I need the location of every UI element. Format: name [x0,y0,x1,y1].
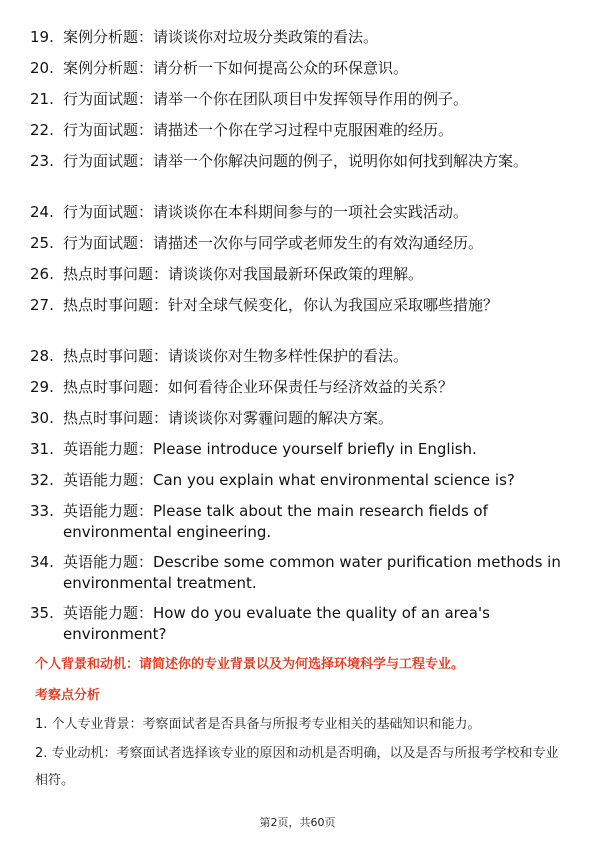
page-footer: 第2页，共60页 [259,816,336,829]
question-item [30,89,570,110]
question-number: 34. [30,553,54,571]
question-number: 19. [30,28,54,46]
analysis-point: 1. 个人专业背景：考察面试者是否具备与所报考专业相关的基础知识和能力。 [35,717,481,732]
question-item [30,470,570,491]
question-item [30,202,570,223]
question-number: 24. [30,203,54,221]
question-text: 英语能力题：How do you evaluate the quality of an area's environment? [63,604,490,643]
question-number: 22. [30,121,54,139]
question-text: 英语能力题：Please introduce yourself briefly in English. [63,440,477,458]
question-text: 行为面试题：请描述一个你在学习过程中克服困难的经历。 [63,121,454,139]
question-text: 行为面试题：请举一个你解决问题的例子，说明你如何找到解决方案。 [63,152,529,170]
question-number: 29. [30,378,54,396]
question-item [30,501,570,543]
highlighted-question: 个人背景和动机：请简述你的专业背景以及为何选择环境科学与工程专业。 [35,657,465,672]
question-item [30,346,570,367]
question-text: 热点时事问题：请谈谈你对我国最新环保政策的理解。 [63,265,424,283]
question-number: 30. [30,409,54,427]
question-text: 案例分析题：请谈谈你对垃圾分类政策的看法。 [63,28,379,46]
question-text: 英语能力题：Please talk about the main research fields of environmental engineering. [63,502,488,541]
question-number: 28. [30,347,54,365]
question-number: 25. [30,234,54,252]
question-item [30,120,570,141]
question-number: 21. [30,90,54,108]
question-item [30,58,570,79]
question-text: 热点时事问题：针对全球气候变化，你认为我国应采取哪些措施？ [63,296,499,314]
question-item [30,151,570,172]
question-item [30,552,570,594]
question-number: 35. [30,604,54,622]
question-number: 20. [30,59,54,77]
question-number: 31. [30,440,54,458]
question-item [30,264,570,285]
question-item [30,27,570,48]
question-text: 热点时事问题：请谈谈你对生物多样性保护的看法。 [63,347,409,365]
question-text: 行为面试题：请举一个你在团队项目中发挥领导作用的例子。 [63,90,469,108]
question-number: 27. [30,296,54,314]
question-item [30,377,570,398]
question-item [30,295,570,316]
question-text: 热点时事问题：如何看待企业环保责任与经济效益的关系？ [63,378,454,396]
question-text: 行为面试题：请描述一次你与同学或老师发生的有效沟通经历。 [63,234,484,252]
question-item [30,408,570,429]
question-number: 26. [30,265,54,283]
question-item [30,233,570,254]
analysis-point: 2. 专业动机：考察面试者选择该专业的原因和动机是否明确，以及是否与所报考学校和专业相符。 [35,746,559,788]
question-number: 33. [30,502,54,520]
question-item [30,439,570,460]
question-text: 英语能力题：Can you explain what environmental science is? [63,471,515,489]
question-number: 23. [30,152,54,170]
question-number: 32. [30,471,54,489]
question-text: 行为面试题：请谈谈你在本科期间参与的一项社会实践活动。 [63,203,469,221]
question-text: 热点时事问题：请谈谈你对雾霾问题的解决方案。 [63,409,394,427]
question-text: 案例分析题：请分析一下如何提高公众的环保意识。 [63,59,409,77]
question-text: 英语能力题：Describe some common water purification methods in environmental treatment. [63,553,561,592]
section-heading: 考察点分析 [35,688,101,703]
question-item [30,603,570,645]
